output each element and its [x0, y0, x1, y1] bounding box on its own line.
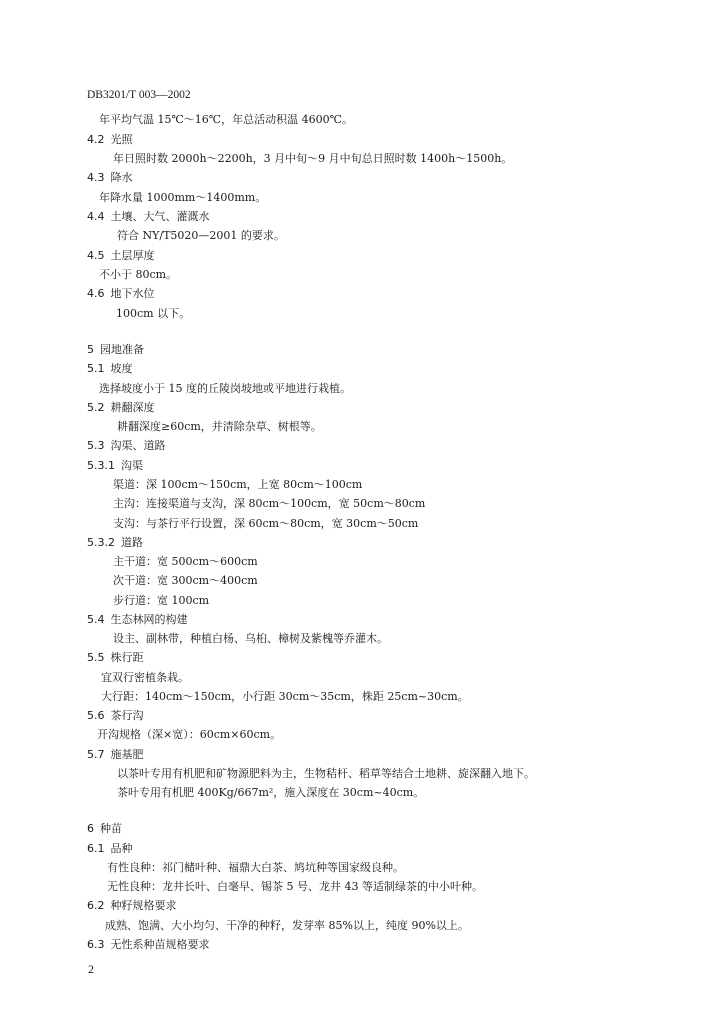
body-text-line: 成熟、饱满、大小均匀、干净的种籽，发芽率 85%以上，纯度 90%以上。	[105, 919, 469, 932]
section-heading	[87, 748, 144, 762]
body-text-line: 年日照时数 2000h～2200h，3 月中旬～9 月中旬总日照时数 1400h～1500h。	[113, 152, 513, 165]
body-text-line: 不小于 80cm。	[99, 268, 178, 281]
section-title: 生态林网的构建	[110, 613, 188, 626]
section-title: 土壤、大气、灌溉水	[110, 210, 210, 223]
page-number: 2	[88, 962, 94, 976]
section-number: 4.3	[87, 171, 105, 184]
section-number: 6.3	[87, 938, 105, 951]
body-text-line: 有性良种：祁门槠叶种、福鼎大白茶、鸠坑种等国家级良种。	[107, 861, 404, 874]
body-text-line: 年平均气温 15℃～16℃，年总活动积温 4600℃。	[99, 113, 353, 126]
section-title: 土层厚度	[110, 249, 155, 262]
section-heading	[87, 459, 143, 473]
body-text-line: 无性良种：龙井长叶、白毫早、锡茶 5 号、龙井 43 等适制绿茶的中小叶种。	[107, 880, 483, 893]
section-heading	[87, 249, 155, 263]
body-text-line: 以茶叶专用有机肥和矿物源肥料为主，生物秸杆、稻草等结合土地耕、旋深翻入地下。	[117, 767, 535, 780]
section-number: 6.1	[87, 842, 105, 855]
section-title: 光照	[110, 133, 133, 146]
section-heading	[87, 899, 177, 913]
section-number: 4.6	[87, 287, 105, 300]
section-number: 5	[87, 343, 94, 356]
section-title: 沟渠、道路	[110, 439, 166, 452]
body-text-line: 宜双行密植条栽。	[101, 671, 189, 684]
body-text-line: 选择坡度小于 15 度的丘陵岗坡地或平地进行栽植。	[99, 382, 351, 395]
body-text-line: 茶叶专用有机肥 400Kg/667m²，施入深度在 30cm~40cm。	[117, 786, 425, 799]
section-title: 坡度	[110, 362, 133, 375]
section-heading	[87, 401, 155, 415]
body-text-line: 步行道：宽 100cm	[113, 594, 210, 607]
section-number: 5.1	[87, 362, 105, 375]
section-number: 4.2	[87, 133, 105, 146]
section-title: 耕翻深度	[110, 401, 155, 414]
section-number: 5.7	[87, 748, 105, 761]
section-title: 种苗	[100, 822, 122, 835]
section-heading	[87, 439, 166, 453]
section-title: 品种	[110, 842, 133, 855]
section-heading	[87, 613, 188, 627]
section-title: 施基肥	[110, 748, 144, 761]
section-number: 5.3.2	[87, 536, 115, 549]
body-text-line: 100cm 以下。	[116, 307, 191, 320]
body-text-line: 符合 NY/T5020—2001 的要求。	[117, 229, 285, 242]
section-heading	[87, 362, 133, 376]
section-number: 4.5	[87, 249, 105, 262]
section-heading	[87, 651, 144, 665]
section-heading	[87, 842, 133, 856]
section-number: 6.2	[87, 899, 105, 912]
section-number: 5.6	[87, 709, 105, 722]
section-title: 园地准备	[100, 343, 144, 356]
section-title: 株行距	[110, 651, 144, 664]
section-title: 地下水位	[110, 287, 155, 300]
section-number: 5.2	[87, 401, 105, 414]
section-number: 6	[87, 822, 94, 835]
body-text-line: 主干道：宽 500cm～600cm	[113, 555, 258, 568]
body-text-line: 开沟规格（深×宽）：60cm×60cm。	[97, 728, 282, 741]
section-number: 4.4	[87, 210, 105, 223]
body-text-line: 年降水量 1000mm～1400mm。	[99, 191, 267, 204]
section-title: 沟渠	[121, 459, 143, 472]
body-text-line: 渠道：深 100cm～150cm，上宽 80cm～100cm	[113, 478, 363, 491]
section-title: 茶行沟	[110, 709, 144, 722]
body-text-line: 设主、副林带，种植白杨、乌桕、樟树及紫槐等乔灌木。	[113, 632, 388, 645]
section-number: 5.3	[87, 439, 105, 452]
section-heading	[87, 210, 210, 224]
section-number: 5.5	[87, 651, 105, 664]
body-text-line: 主沟：连接渠道与支沟，深 80cm～100cm，宽 50cm～80cm	[113, 497, 426, 510]
section-heading	[87, 287, 155, 301]
section-number: 5.4	[87, 613, 105, 626]
section-heading	[87, 938, 210, 952]
section-heading	[87, 709, 144, 723]
section-heading	[87, 822, 122, 836]
section-title: 道路	[121, 536, 143, 549]
body-text-line: 大行距：140cm～150cm，小行距 30cm～35cm，株距 25cm~30cm。	[101, 690, 469, 703]
section-title: 降水	[110, 171, 133, 184]
body-text-line: 次干道：宽 300cm～400cm	[113, 574, 258, 587]
section-number: 5.3.1	[87, 459, 115, 472]
section-heading	[87, 171, 133, 185]
section-title: 无性系种苗规格要求	[110, 938, 210, 951]
section-title: 种籽规格要求	[110, 899, 177, 912]
section-heading	[87, 536, 143, 550]
document-header-id: DB3201/T 003—2002	[87, 89, 191, 101]
section-heading	[87, 343, 144, 357]
body-text-line: 耕翻深度≥60cm，并清除杂草、树根等。	[117, 420, 322, 433]
body-text-line: 支沟：与茶行平行设置，深 60cm～80cm，宽 30cm～50cm	[113, 517, 419, 530]
section-heading	[87, 133, 133, 147]
